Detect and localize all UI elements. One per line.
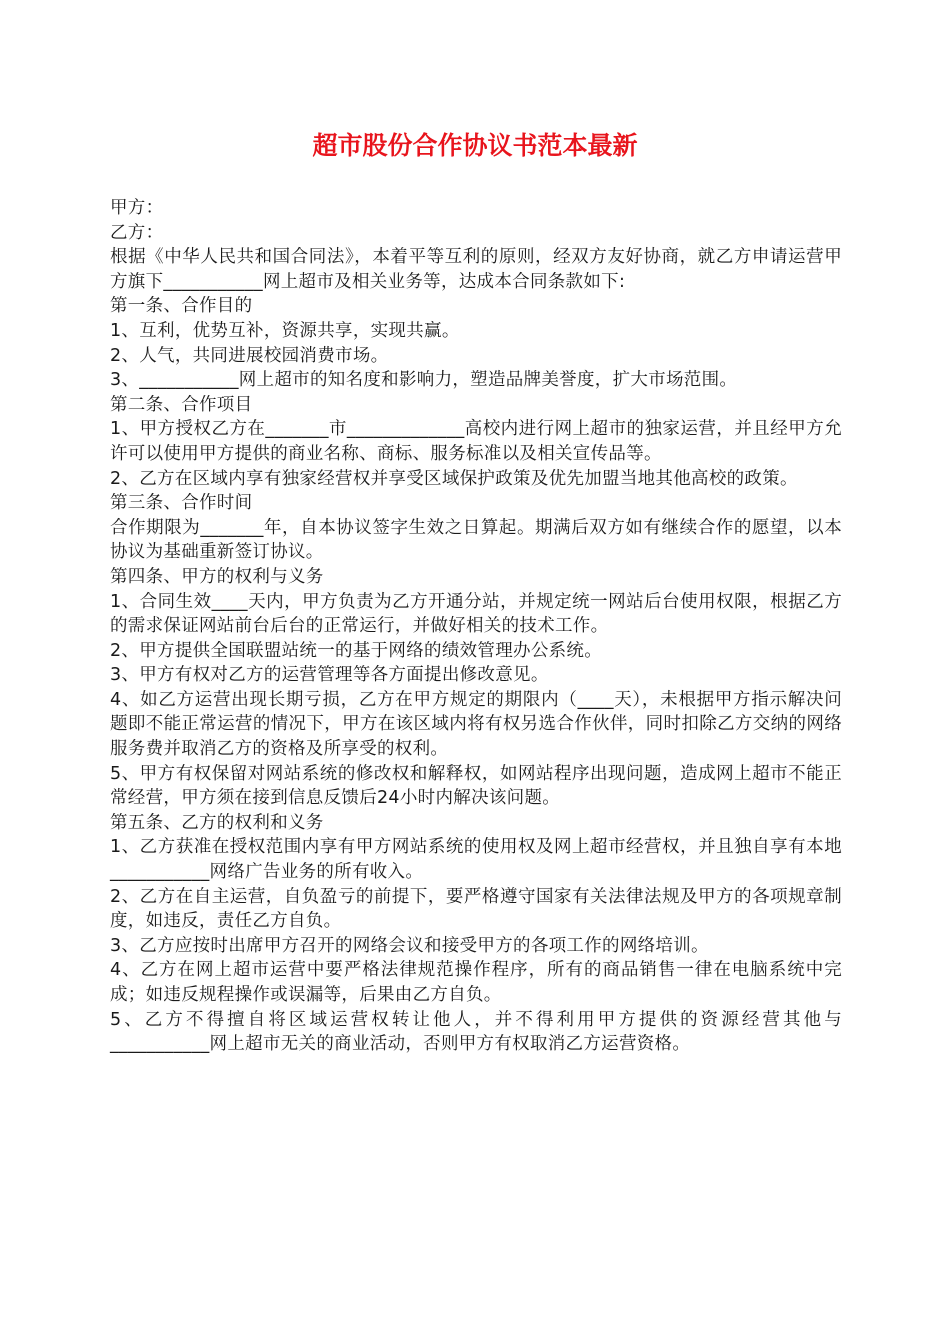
article-4-item-5: 5、甲方有权保留对网站系统的修改权和解释权，如网站程序出现问题，造成网上超市不能正常经营，甲方须在接到信息反馈后24小时内解决该问题。 xyxy=(110,763,842,809)
article-4-item-2: 2、甲方提供全国联盟站统一的基于网络的绩效管理办公系统。 xyxy=(110,640,603,661)
document-body xyxy=(110,196,842,1057)
article-2-item-2: 2、乙方在区域内享有独家经营权并享受区域保护政策及优先加盟当地其他高校的政策。 xyxy=(110,468,798,489)
article-5-item-2: 2、乙方在自主运营，自负盈亏的前提下，要严格遵守国家有关法律法规及甲方的各项规章制度，如违反，责任乙方自负。 xyxy=(110,886,842,932)
article-5-item-5: 5、乙方不得擅自将区域运营权转让他人，并不得利用甲方提供的资源经营其他与___________网上超市无关的商业活动，否则甲方有权取消乙方运营资格。 xyxy=(110,1009,842,1055)
article-5-item-4: 4、乙方在网上超市运营中要严格法律规范操作程序，所有的商品销售一律在电脑系统中完成；如违反规程操作或误漏等，后果由乙方自负。 xyxy=(110,960,842,1005)
article-4-item-4: 4、如乙方运营出现长期亏损，乙方在甲方规定的期限内（____天），未根据甲方指示解决问题即不能正常运营的情况下，甲方在该区域内将有权另选合作伙伴，同时扣除乙方交纳的网络服务费并取消乙方的资格及所享受的权利。 xyxy=(110,689,842,760)
article-3-heading: 第三条、合作时间 xyxy=(110,493,253,514)
article-1-item-1: 1、互利，优势互补，资源共享，实现共赢。 xyxy=(110,320,460,341)
article-3-paragraph: 合作期限为_______年，自本协议签字生效之日算起。期满后双方如有继续合作的愿望，以本协议为基础重新签订协议。 xyxy=(110,517,842,563)
party-b-line: 乙方： xyxy=(110,222,164,243)
article-1-item-2: 2、人气，共同进展校园消费市场。 xyxy=(110,345,389,366)
article-4-item-1: 1、合同生效____天内，甲方负责为乙方开通分站，并规定统一网站后台使用权限，根据乙方的需求保证网站前台后台的正常运行，并做好相关的技术工作。 xyxy=(110,591,842,637)
article-4-item-3: 3、甲方有权对乙方的运营管理等各方面提出修改意见。 xyxy=(110,665,549,686)
article-5-item-3: 3、乙方应按时出席甲方召开的网络会议和接受甲方的各项工作的网络培训。 xyxy=(110,935,709,956)
document-title: 超市股份合作协议书范本最新 xyxy=(312,131,638,160)
article-2-heading: 第二条、合作项目 xyxy=(110,394,253,415)
article-4-heading: 第四条、甲方的权利与义务 xyxy=(110,566,324,587)
article-1-heading: 第一条、合作目的 xyxy=(110,296,253,317)
party-a-line: 甲方： xyxy=(110,198,164,218)
article-1-item-3: 3、___________网上超市的知名度和影响力，塑造品牌美誉度，扩大市场范围。 xyxy=(110,370,738,391)
article-2-item-1: 1、甲方授权乙方在_______市_____________高校内进行网上超市的独家运营，并且经甲方允许可以使用甲方提供的商业名称、商标、服务标准以及相关宣传品等。 xyxy=(110,419,842,464)
article-5-heading: 第五条、乙方的权利和义务 xyxy=(110,812,324,833)
article-5-item-1: 1、乙方获准在授权范围内享有甲方网站系统的使用权及网上超市经营权，并且独自享有本地___________网络广告业务的所有收入。 xyxy=(110,837,842,883)
preamble-paragraph: 根据《中华人民共和国合同法》，本着平等互利的原则，经双方友好协商，就乙方申请运营甲方旗下___________网上超市及相关业务等，达成本合同条款如下: xyxy=(110,247,842,292)
